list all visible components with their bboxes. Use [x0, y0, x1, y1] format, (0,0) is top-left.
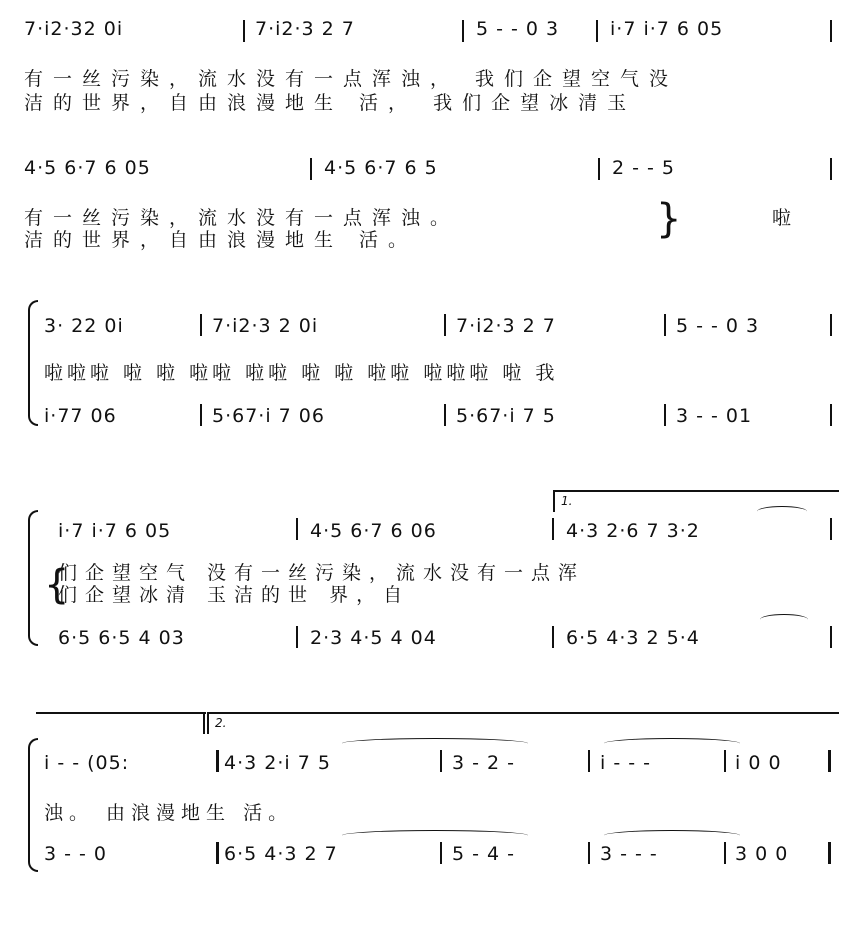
repeat-end-bar	[216, 750, 219, 772]
measure: 4·5 6·7 6 5	[324, 157, 438, 179]
measure: 3 - - 0	[44, 843, 108, 865]
lyric-line: 啦啦啦 啦 啦 啦啦 啦啦 啦 啦 啦啦 啦啦啦 啦 我	[44, 362, 559, 384]
lyric-line: 有一丝污染，流水没有一点浑浊， 我们企望空气没	[24, 68, 679, 90]
volta-start-bar	[203, 712, 205, 734]
barline	[830, 20, 832, 42]
measure: 7·i2·3 2 0i	[212, 315, 319, 337]
system3-lower-notes	[0, 405, 854, 435]
barline	[598, 158, 600, 180]
measure: i - - (05:	[44, 752, 130, 774]
barline	[444, 404, 446, 426]
barline	[588, 842, 590, 864]
lyric-line: 们企望空气 没有一丝污染，流水没有一点浑	[58, 562, 586, 584]
barline	[596, 20, 598, 42]
barline	[296, 518, 298, 540]
barline	[552, 626, 554, 648]
measure: 5·67·i 7 5	[456, 405, 556, 427]
barline	[243, 20, 245, 42]
barline	[200, 314, 202, 336]
system4-upper-notes	[0, 520, 854, 550]
volta-1-continuation	[36, 712, 206, 714]
measure: 2·3 4·5 4 04	[310, 627, 437, 649]
measure: 4·5 6·7 6 05	[24, 157, 151, 179]
measure: i·77 06	[44, 405, 117, 427]
final-bar	[828, 750, 831, 772]
measure: 3 - - 01	[676, 405, 753, 427]
barline	[462, 20, 464, 42]
measure: 3· 22 0i	[44, 315, 124, 337]
measure: 6·5 6·5 4 03	[58, 627, 185, 649]
barline	[830, 158, 832, 180]
system3-lyrics	[0, 358, 854, 388]
volta-2	[207, 712, 839, 734]
barline	[830, 518, 832, 540]
barline	[830, 404, 832, 426]
barline	[444, 314, 446, 336]
tie	[604, 738, 740, 749]
barline	[664, 404, 666, 426]
lyric-line: 洁的世界，自由浪漫地生 活。	[24, 229, 418, 251]
measure: 5·67·i 7 06	[212, 405, 325, 427]
volta-label: 2.	[215, 716, 227, 730]
measure: 4·5 6·7 6 06	[310, 520, 437, 542]
side-lyric: 啦	[772, 207, 792, 229]
system5-lyrics	[0, 798, 854, 828]
measure: 3 - - -	[600, 843, 658, 865]
barline	[724, 750, 726, 772]
barline	[552, 518, 554, 540]
measure: i·7 i·7 6 05	[58, 520, 172, 542]
measure: 5 - - 0 3	[476, 18, 560, 40]
barline	[200, 404, 202, 426]
measure: i 0 0	[735, 752, 782, 774]
barline	[830, 314, 832, 336]
tie	[342, 830, 528, 841]
measure: 3 0 0	[735, 843, 789, 865]
measure: i - - -	[600, 752, 651, 774]
barline	[724, 842, 726, 864]
barline	[830, 626, 832, 648]
measure: 6·5 4·3 2 7	[224, 843, 338, 865]
tie	[604, 830, 740, 841]
measure: 6·5 4·3 2 5·4	[566, 627, 700, 649]
system2-notes	[0, 157, 854, 187]
system2-lyrics-verse2	[0, 225, 854, 255]
measure: 5 - - 0 3	[676, 315, 760, 337]
measure: 7·i2·3 2 7	[456, 315, 556, 337]
system1-notes	[0, 0, 854, 40]
measure: i·7 i·7 6 05	[610, 18, 724, 40]
measure: 5 - 4 -	[452, 843, 516, 865]
barline	[440, 750, 442, 772]
system3-upper-notes	[0, 315, 854, 345]
tie	[342, 738, 528, 749]
repeat-end-bar	[216, 842, 219, 864]
measure: 3 - 2 -	[452, 752, 516, 774]
measure: 4·3 2·i 7 5	[224, 752, 331, 774]
barline	[588, 750, 590, 772]
lyric-line: 洁的世界，自由浪漫地生 活， 我们企望冰清玉	[24, 92, 637, 114]
measure: 7·i2·3 2 7	[255, 18, 355, 40]
measure: 7·i2·32 0i	[24, 18, 124, 40]
tie	[760, 614, 808, 625]
volta-label: 1.	[561, 494, 573, 508]
lyric-line: 浊。 由浪漫地生 活。	[44, 802, 294, 824]
measure: 2 - - 5	[612, 157, 676, 179]
left-brace: {	[44, 562, 70, 608]
system4-lower-notes	[0, 627, 854, 657]
barline	[310, 158, 312, 180]
lyric-line: 们企望冰清 玉洁的世 界，自	[58, 584, 411, 606]
barline	[296, 626, 298, 648]
tie	[757, 506, 807, 517]
system1-lyrics-verse2	[0, 88, 854, 118]
right-brace: }	[656, 196, 682, 242]
lyric-line: 有一丝污染，流水没有一点浑浊。	[24, 207, 460, 229]
system4-lyrics-verse2	[0, 580, 854, 610]
barline	[440, 842, 442, 864]
final-bar	[828, 842, 831, 864]
measure: 4·3 2·6 7 3·2	[566, 520, 700, 542]
barline	[664, 314, 666, 336]
